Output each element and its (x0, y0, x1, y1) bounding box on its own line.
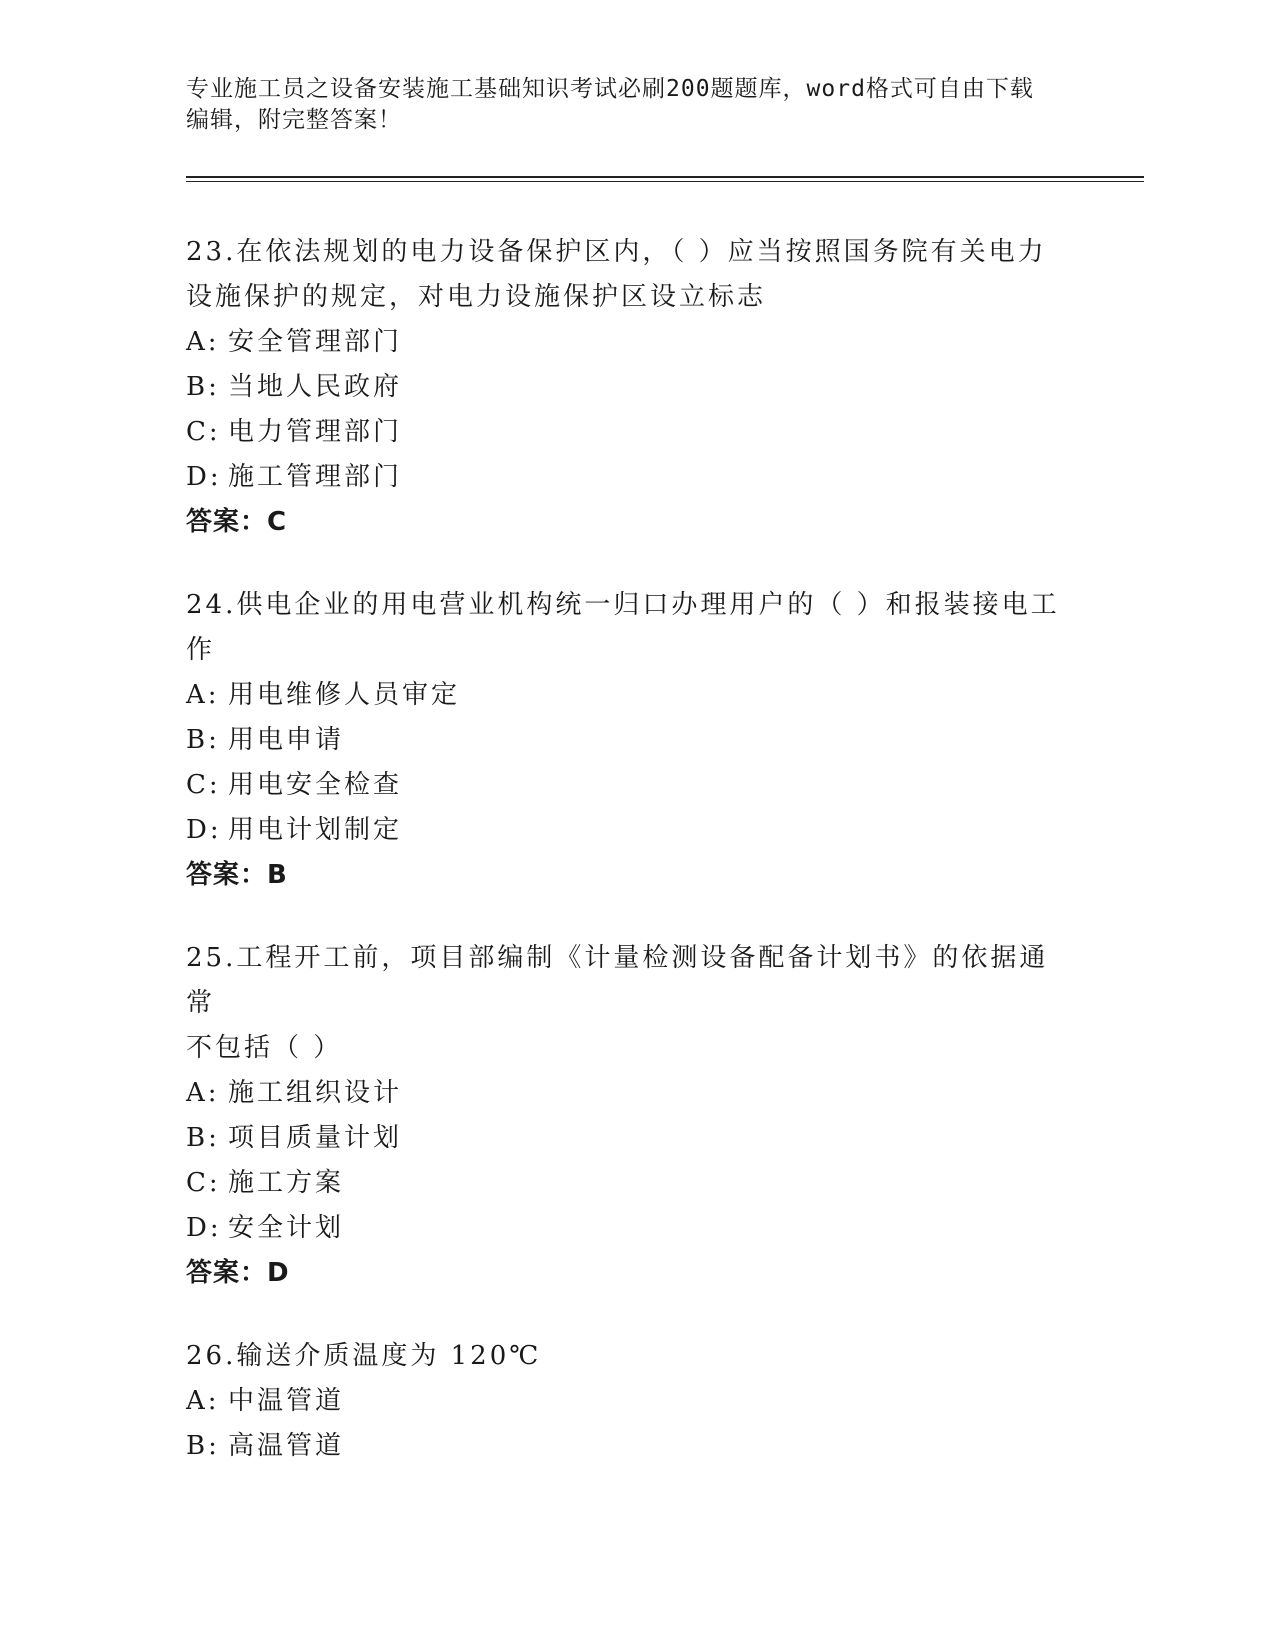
document-header (186, 74, 1066, 136)
header-line-1: 专业施工员之设备安装施工基础知识考试必刷200题题库，word格式可自由下载 (186, 76, 1034, 102)
option-c (186, 410, 1066, 455)
option-text: 高温管道 (228, 1431, 345, 1461)
option-text: 安全管理部门 (228, 327, 403, 357)
header-divider-thick (186, 176, 1144, 178)
question-stem-line: 作 (186, 635, 216, 665)
question-26 (186, 1334, 1066, 1469)
question-stem-line: 不包括（ ） (186, 1033, 343, 1063)
option-text: 施工方案 (228, 1168, 345, 1198)
option-b (186, 1424, 1066, 1469)
option-text: 施工管理部门 (228, 462, 403, 492)
option-text: 当地人民政府 (228, 372, 403, 402)
option-letter: B: (186, 725, 220, 755)
header-divider-thin (186, 181, 1144, 182)
option-a (186, 320, 1066, 365)
option-text: 用电安全检查 (228, 770, 403, 800)
question-24 (186, 583, 1066, 898)
option-text: 用电计划制定 (228, 815, 403, 845)
option-letter: C: (186, 417, 221, 447)
option-letter: B: (186, 372, 220, 402)
question-stem-line: 25.工程开工前，项目部编制《计量检测设备配备计划书》的依据通常 (186, 943, 1049, 1018)
question-stem-line: 设施保护的规定，对电力设施保护区设立标志 (186, 282, 767, 312)
option-letter: D: (186, 462, 222, 492)
question-stem-line: 24.供电企业的用电营业机构统一归口办理用户的（ ）和报装接电工 (186, 590, 1060, 620)
answer-line: 答案：D (186, 1258, 290, 1288)
option-c (186, 763, 1066, 808)
option-text: 用电申请 (228, 725, 345, 755)
option-text: 中温管道 (228, 1386, 345, 1416)
question-stem-line: 23.在依法规划的电力设备保护区内，（ ）应当按照国务院有关电力 (186, 237, 1047, 267)
option-letter: A: (186, 680, 220, 710)
option-letter: C: (186, 770, 221, 800)
option-a (186, 1071, 1066, 1116)
option-text: 项目质量计划 (228, 1123, 403, 1153)
option-text: 施工组织设计 (228, 1078, 403, 1108)
option-text: 电力管理部门 (228, 417, 403, 447)
option-text: 用电维修人员审定 (228, 680, 461, 710)
question-23 (186, 230, 1066, 545)
option-b (186, 1116, 1066, 1161)
option-letter: D: (186, 815, 222, 845)
option-d (186, 455, 1066, 500)
option-letter: C: (186, 1168, 221, 1198)
option-b (186, 365, 1066, 410)
option-letter: B: (186, 1123, 220, 1153)
question-stem-line: 26.输送介质温度为 120℃ (186, 1341, 542, 1371)
option-letter: A: (186, 327, 220, 357)
option-letter: B: (186, 1431, 220, 1461)
header-line-2: 编辑，附完整答案！ (186, 107, 402, 133)
answer-line: 答案：B (186, 860, 288, 890)
option-text: 安全计划 (228, 1213, 345, 1243)
answer-line: 答案：C (186, 507, 288, 537)
option-a (186, 1379, 1066, 1424)
question-list (186, 230, 1066, 1507)
option-a (186, 673, 1066, 718)
option-letter: A: (186, 1078, 220, 1108)
option-letter: A: (186, 1386, 220, 1416)
option-b (186, 718, 1066, 763)
option-c (186, 1161, 1066, 1206)
option-letter: D: (186, 1213, 222, 1243)
option-d (186, 1206, 1066, 1251)
option-d (186, 808, 1066, 853)
question-25 (186, 936, 1066, 1296)
